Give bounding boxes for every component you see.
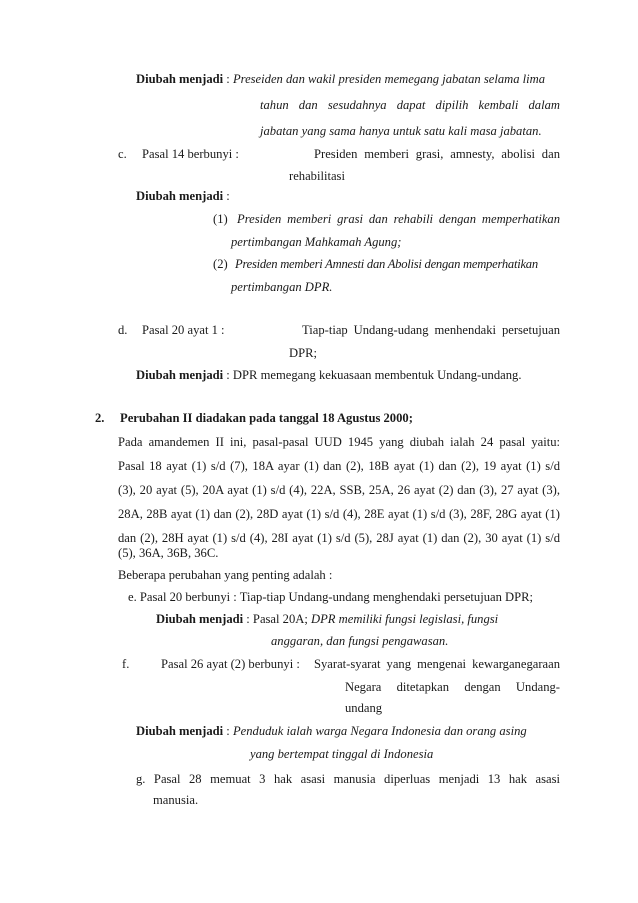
paragraph-line: Pada amandemen II ini, pasal-pasal UUD 1945 yang diubah ialah 24 pasal yaitu: bbox=[118, 435, 560, 449]
pasal-text: Syarat-syarat yang mengenai kewarganegaraan bbox=[314, 657, 560, 671]
diubah-label: Diubah menjadi bbox=[156, 612, 244, 626]
paragraph-line: (3), 20 ayat (5), 20A ayat (1) s/d (4), 22A, SSB, 25A, 26 ayat (2) dan (3), 27 ayat (3), bbox=[118, 483, 560, 497]
ayat-text: Presiden memberi Amnesti dan Abolisi dengan memperhatikan bbox=[235, 257, 538, 271]
diubah-label: Diubah menjadi bbox=[136, 724, 224, 738]
diubah-label: Diubah menjadi bbox=[136, 72, 224, 86]
ayat-text: Presiden memberi grasi dan rehabili dengan memperhatikan bbox=[237, 212, 560, 226]
list-marker: c. bbox=[118, 147, 127, 161]
amendment-text: Preseiden dan wakil presiden memegang jabatan selama lima bbox=[232, 72, 546, 86]
diubah-line-b1 bbox=[136, 71, 545, 87]
list-marker: f. bbox=[122, 657, 130, 671]
amendment-text: jabatan yang sama hanya untuk satu kali masa jabatan. bbox=[260, 124, 542, 138]
diubah-label: Diubah menjadi bbox=[136, 368, 224, 382]
ayat-text: pertimbangan Mahkamah Agung; bbox=[231, 235, 402, 249]
diubah-line-e bbox=[156, 611, 498, 627]
pasal-label: Pasal 26 ayat (2) berbunyi : bbox=[161, 657, 300, 671]
pasal-label: Pasal 20 ayat 1 : bbox=[142, 323, 225, 337]
amendment-text: yang bertempat tinggal di Indonesia bbox=[250, 747, 434, 761]
diubah-line-f bbox=[136, 723, 527, 739]
diubah-label: Diubah menjadi bbox=[136, 189, 224, 203]
pasal-text: Presiden memberi grasi, amnesty, abolisi dan bbox=[314, 147, 560, 161]
paragraph-line: (5), 36A, 36B, 36C. bbox=[118, 546, 219, 560]
ayat-number: (2) bbox=[213, 257, 228, 271]
paragraph-line: dan (2), 28H ayat (1) s/d (4), 28I ayat (1) s/d (5), 28J ayat (1) dan (2), 30 ayat (1) s/d bbox=[118, 531, 560, 545]
ayat-number: (1) bbox=[213, 212, 228, 226]
pasal-text: Negara ditetapkan dengan Undang- bbox=[345, 680, 560, 694]
pasal-line: manusia. bbox=[153, 793, 199, 807]
amendment-text: Penduduk ialah warga Negara Indonesia dan orang asing bbox=[232, 724, 527, 738]
separator: : bbox=[223, 72, 233, 86]
separator: : bbox=[223, 189, 230, 203]
pasal-line: e. Pasal 20 berbunyi : Tiap-tiap Undang-undang menghendaki persetujuan DPR; bbox=[128, 590, 534, 604]
diubah-line-c bbox=[136, 188, 230, 204]
amendment-text: : DPR memegang kekuasaan membentuk Undang-undang. bbox=[223, 368, 522, 382]
paragraph-line: Beberapa perubahan yang penting adalah : bbox=[118, 568, 333, 582]
amendment-text: anggaran, dan fungsi pengawasan. bbox=[271, 634, 449, 648]
diubah-line-d bbox=[136, 367, 521, 383]
paragraph-line: 28A, 28B ayat (1) dan (2), 28D ayat (1) s/d (4), 28E ayat (1) s/d (3), 28F, 28G ayat (1) bbox=[118, 507, 560, 521]
ayat-text: pertimbangan DPR. bbox=[231, 280, 333, 294]
pasal-text: rehabilitasi bbox=[289, 169, 345, 183]
section-number: 2. bbox=[95, 411, 105, 425]
amendment-text: : Pasal 20A; bbox=[243, 612, 312, 626]
pasal-text: undang bbox=[345, 701, 383, 715]
amendment-text: DPR memiliki fungsi legislasi, fungsi bbox=[311, 612, 499, 626]
pasal-line: g. Pasal 28 memuat 3 hak asasi manusia diperluas menjadi 13 hak asasi bbox=[136, 772, 560, 786]
pasal-text: DPR; bbox=[289, 346, 317, 360]
amendment-text: tahun dan sesudahnya dapat dipilih kembali dalam bbox=[260, 98, 560, 112]
separator: : bbox=[223, 724, 233, 738]
pasal-label: Pasal 14 berbunyi : bbox=[142, 147, 239, 161]
section-heading: Perubahan II diadakan pada tanggal 18 Agustus 2000; bbox=[120, 411, 413, 425]
paragraph-line: Pasal 18 ayat (1) s/d (7), 18A ayar (1) dan (2), 18B ayat (1) dan (2), 19 ayat (1) s/d bbox=[118, 459, 560, 473]
list-marker: d. bbox=[118, 323, 128, 337]
pasal-text: Tiap-tiap Undang-udang menhendaki persetujuan bbox=[302, 323, 560, 337]
